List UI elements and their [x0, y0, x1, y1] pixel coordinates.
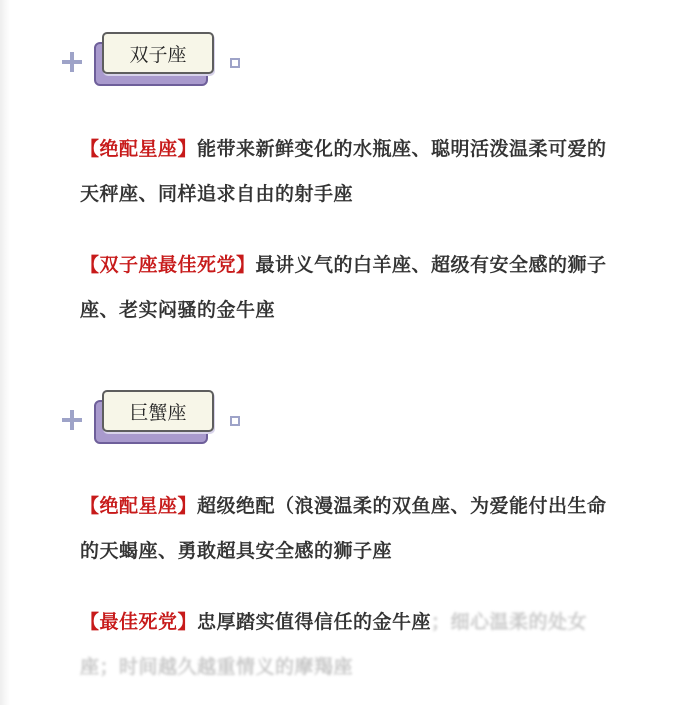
- paragraph-label: 【双子座最佳死党】: [80, 254, 256, 276]
- section-tag[interactable]: [94, 390, 214, 444]
- paragraph-text: 最讲义气的白羊座、超级有安全感的狮子座、老实闷骚的金牛座: [80, 254, 607, 321]
- plus-icon[interactable]: [60, 408, 84, 432]
- paragraph-text: 忠厚踏实值得信任的金牛座: [197, 611, 432, 633]
- section-header-gemini: [60, 32, 280, 92]
- section-header-cancer: [60, 390, 280, 450]
- paragraph: [80, 243, 625, 333]
- paragraph-text: 超级绝配（浪漫温柔的双鱼座、为爱能付出生命的天蝎座、勇敢超具安全感的狮子座: [80, 495, 607, 562]
- paragraph-label: 【最佳死党】: [80, 611, 198, 633]
- paragraph-label: 【绝配星座】: [80, 138, 198, 160]
- plus-icon[interactable]: [60, 50, 84, 74]
- faded-text: ；细心温柔的处女座；时间越久越重情义的摩羯座: [80, 611, 588, 678]
- section-title: 巨蟹座: [102, 390, 214, 432]
- square-icon[interactable]: [230, 416, 240, 426]
- paragraph-text: 能带来新鲜变化的水瓶座、聪明活泼温柔可爱的天秤座、同样追求自由的射手座: [80, 138, 607, 205]
- paragraph: [80, 600, 625, 690]
- paragraph: [80, 484, 625, 574]
- paragraph: [80, 127, 625, 217]
- section-title: 双子座: [102, 32, 214, 74]
- square-icon[interactable]: [230, 58, 240, 68]
- paragraph-label: 【绝配星座】: [80, 495, 198, 517]
- left-edge-shadow: [0, 0, 10, 705]
- section-tag[interactable]: [94, 32, 214, 86]
